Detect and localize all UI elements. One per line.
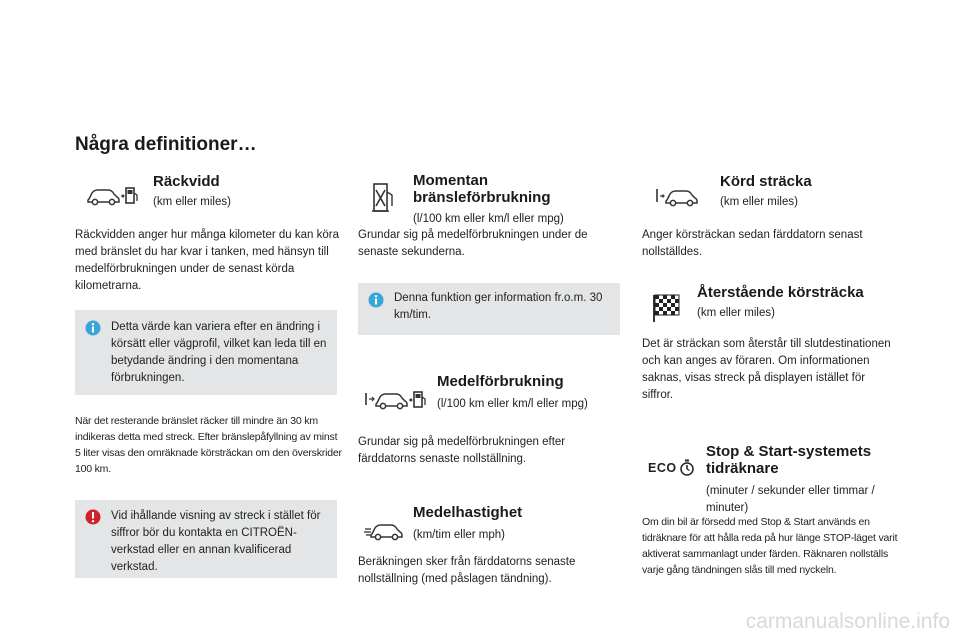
average-consumption-unit: (l/100 km eller km/l eller mpg): [437, 398, 588, 410]
instant-info-box: [358, 283, 620, 335]
trip-distance-body: Anger körsträckan sedan färddatorn senast nollställdes.: [642, 229, 863, 258]
average-consumption-heading: Medelförbrukning: [437, 373, 564, 390]
range-warning-box: [75, 500, 337, 578]
fuel-pump-icon: [370, 182, 396, 214]
warning-icon: [85, 509, 101, 525]
trip-distance-heading: Körd sträcka: [720, 173, 812, 190]
info-icon: [85, 320, 101, 336]
trip-distance-icon: [655, 186, 699, 208]
stop-start-heading-line1: Stop & Start-systemets: [706, 443, 872, 460]
speed-car-icon: [363, 520, 403, 542]
remaining-distance-unit: (km eller miles): [697, 307, 775, 319]
page-title: Några definitioner…: [75, 134, 257, 155]
stop-start-body: Om din bil är försedd med Stop & Start används en tidräknare för att hålla reda på hur länge STOP-läget varit aktiverat sammanlagt under färden. Räknaren nollställs varje gång tändningen slås till med nyckeln.: [642, 516, 898, 576]
average-speed-heading: Medelhastighet: [413, 504, 523, 521]
car-fuel-icon: [86, 184, 138, 208]
info-icon: [368, 292, 384, 308]
range-unit: (km eller miles): [153, 196, 231, 208]
instant-consumption-heading-line1: Momentan: [413, 172, 488, 189]
average-speed-body: Beräkningen sker från färddatorns senaste nollställning (med påslagen tändning).: [358, 556, 576, 585]
average-speed-unit: (km/tim eller mph): [413, 529, 506, 541]
average-consumption-body: Grundar sig på medelförbrukningen efter färddatorns senaste nollställning.: [358, 436, 566, 465]
trip-distance-unit: (km eller miles): [720, 196, 798, 208]
stop-start-heading-line2: tidräknare: [706, 460, 779, 477]
eco-label: ECO: [648, 461, 677, 475]
checkered-flag-icon: [652, 293, 680, 323]
range-info-text: Detta värde kan variera efter en ändring i körsätt eller vägprofil, vilket kan leda till en betydande ändring i den momentana förbrukningen.: [111, 321, 327, 384]
range-body: Räckvidden anger hur många kilometer du kan köra med bränslet du har kvar i tanken, med hänsyn till medelförbrukningen under de senast körda kilometrarna.: [75, 229, 340, 292]
instant-consumption-unit: (l/100 km eller km/l eller mpg): [413, 213, 564, 225]
stop-start-unit: (minuter / sekunder eller timmar / minuter): [706, 485, 875, 514]
instant-info-text: Denna funktion ger information fr.o.m. 30 km/tim.: [394, 292, 603, 321]
instant-consumption-body: Grundar sig på medelförbrukningen under de senaste sekunderna.: [358, 229, 588, 258]
instant-consumption-heading-line2: bränsleförbrukning: [413, 189, 551, 206]
remaining-distance-heading: Återstående körsträcka: [697, 284, 864, 301]
range-info-box: [75, 310, 337, 395]
remaining-distance-body: Det är sträckan som återstår till slutdestinationen och kan anges av föraren. Om informationen saknas, visas streck på displayen istället för siffror.: [642, 338, 891, 401]
range-heading: Räckvidd: [153, 173, 220, 190]
range-warning-text: Vid ihållande visning av streck i stället för siffror bör du kontakta en CITROËN-verkstad eller en annan kvalificerad verkstad.: [111, 510, 321, 573]
distance-car-fuel-icon: [364, 389, 428, 411]
eco-timer-icon: [648, 459, 695, 477]
range-note: När det resterande bränslet räcker till mindre än 30 km indikeras detta med streck. Efter bränslepåfyllning av minst 5 liter visas den omräknade körsträckan om den överskrider 100 km.: [75, 415, 342, 475]
watermark: carmanualsonline.info: [745, 610, 950, 633]
